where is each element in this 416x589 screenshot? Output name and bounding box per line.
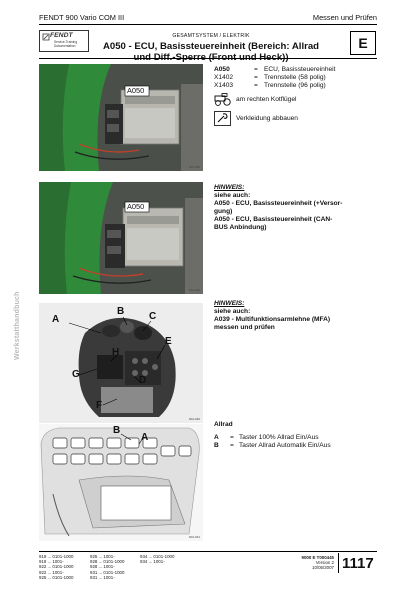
step-fender: am rechten Kotflügel bbox=[236, 96, 297, 103]
component-list: A050 = ECU, Basissteuereinheit X1402 = Trennstelle (58 polig) X1403 = Trennstelle (96 polig) bbox=[214, 66, 336, 90]
photo-ecu-1 bbox=[39, 64, 203, 171]
footer-col-3: 934 ... 0101-1000 934 ... 1001- bbox=[140, 554, 175, 565]
step-remove-cover: Verkleidung abbauen bbox=[236, 115, 298, 122]
section-subheading: GESAMTSYSTEM / ELEKTRIK bbox=[172, 33, 250, 39]
footer-doc-info: 9000 E T000445 Version 2 10/05/2007 bbox=[301, 555, 334, 571]
armrest-label-a: A bbox=[52, 314, 60, 325]
photo-2-code: 602-029 bbox=[188, 288, 200, 292]
panel-label-a: A bbox=[141, 432, 149, 443]
hint-block-2: HINWEIS: siehe auch: A039 - Multifunktionsarmlehne (MFA) messen und prüfen bbox=[214, 300, 331, 332]
allrad-block: Allrad A = Taster 100% Allrad Ein/Aus B = Taster Allrad Automatik Ein/Aus bbox=[214, 421, 331, 450]
chapter-badge: E bbox=[350, 31, 376, 55]
header-rule bbox=[39, 24, 377, 25]
tractor-icon bbox=[214, 93, 232, 106]
page-title: A050 - ECU, Basissteuereinheit (Bereich: Allrad und Diff.-Sperre (Front und Heck)) bbox=[102, 41, 320, 63]
armrest-label-f: F bbox=[96, 400, 103, 411]
photo-ecu-2 bbox=[39, 182, 203, 294]
footer-rule bbox=[39, 551, 377, 552]
photo-3-code: 602-030 bbox=[188, 417, 200, 421]
header-right: Messen und Prüfen bbox=[312, 13, 377, 22]
footer-divider bbox=[338, 553, 339, 573]
photo-switch-panel bbox=[39, 424, 203, 541]
armrest-label-g: G bbox=[72, 369, 80, 380]
photo-1-code: 602-028 bbox=[188, 165, 200, 169]
page-number: 1117 bbox=[342, 555, 374, 572]
armrest-label-b: B bbox=[117, 306, 125, 317]
photo-armrest bbox=[39, 303, 203, 423]
wrench-icon bbox=[214, 111, 231, 126]
sidebar-label: Werkstatthandbuch bbox=[14, 291, 21, 360]
hint-block-1: HINWEIS: siehe auch: A050 - ECU, Basissteuereinheit (+Versor- gung) A050 - ECU, Basissteuereinheit (CAN- BUS Anbindung) bbox=[214, 184, 343, 232]
header-left: FENDT 900 Vario COM III bbox=[39, 13, 125, 22]
photo-1-label: A050 bbox=[127, 86, 145, 95]
photo-4-code: 602-031 bbox=[188, 535, 200, 539]
footer-col-1: 919 ... 0101-1000 919 ... 1001- 922 ... 0101-1000 922 ... 1001- 925 ... 0101-1000 bbox=[39, 554, 74, 580]
title-rule bbox=[39, 58, 377, 59]
logo-word: FENDT bbox=[50, 32, 73, 39]
armrest-label-c: C bbox=[149, 311, 157, 322]
footer-col-2: 925 ... 1001- 928 ... 0101-1000 928 ... 1001- 931 ... 0101-1000 931 ... 1001- bbox=[90, 554, 125, 580]
fendt-logo bbox=[39, 30, 89, 52]
logo-subtitle: Service-Training Dokumentation bbox=[54, 40, 78, 48]
armrest-label-e: E bbox=[165, 336, 172, 347]
panel-label-b: B bbox=[113, 425, 121, 436]
photo-2-label: A050 bbox=[127, 202, 145, 211]
armrest-label-h: H bbox=[112, 347, 120, 358]
armrest-label-d: D bbox=[139, 375, 147, 386]
